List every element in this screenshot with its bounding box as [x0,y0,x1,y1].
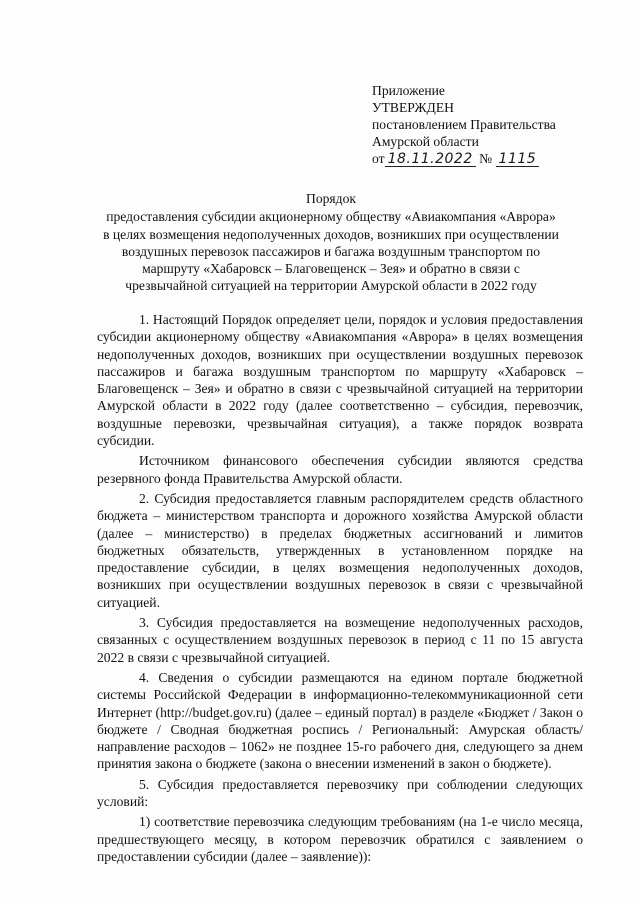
paragraph: 5. Субсидия предоставляется перевозчику при соблюдении следующих условий: [97,776,583,810]
title-line: предоставления субсидии акционерному обществу «Авиакомпания «Аврора» [106,209,556,225]
paragraph: Источником финансового обеспечения субсидии являются средства резервного фонда Правительства Амурской области. [97,453,583,486]
paragraph: 3. Субсидия предоставляется на возмещение недополученных расходов, связанных с осуществлением воздушных перевозок в период с 11 по 15 августа 2022 в связи с чрезвычайной ситуацией. [97,615,583,665]
approved-label: УТВЕРЖДЕН [372,100,454,115]
paragraph: 2. Субсидия предоставляется главным распорядителем средств областного бюджета – министерством транспорта и дорожного хозяйства Амурской области (далее – министерство) в пределах бюджетных ассигнований и лимитов бюджетных обязательств, утвержденных в установленном порядке на предоставление субсидии, в целях возмещения недополученных доходов, возникших при осуществлении воздушных перевозок в связи с чрезвычайной ситуацией. [97,490,583,610]
date-prefix: от [372,151,385,166]
number-prefix: № [479,151,493,166]
date-number-line [372,150,612,167]
title-line: маршруту «Хабаровск – Благовещенск – Зея» и обратно в связи с [142,261,520,277]
document-body [97,311,583,868]
title-line: в целях возмещения недополученных доходов, возникших при осуществлении [103,226,559,242]
title-line: воздушных перевозок пассажиров и багажа воздушным транспортом по [121,243,541,259]
approval-stamp-block [372,82,612,167]
paragraph: 1) соответствие перевозчика следующим требованиям (на 1-е число месяца, предшествующего месяцу, в котором перевозчик обратился с заявлением о предоставлении субсидии (далее – заявление)): [97,814,583,864]
handwritten-number: 1115 [498,151,537,167]
paragraph: 4. Сведения о субсидии размещаются на едином портале бюджетной системы Российской Федерации в информационно-телекоммуникационной сети Интернет (http://budget.gov.ru) (далее – единый портал) в разделе «Бюджет / Закон о бюджете / Сводная бюджетная роспись / Региональный: Амурская область/направление расходов – 1062» не позднее 15-го рабочего дня, следующего за днем принятия закона о бюджете (закона о внесении изменений в закон о бюджете). [97,669,583,772]
resolution-label: постановлением Правительства [372,117,556,132]
paragraph: 1. Настоящий Порядок определяет цели, порядок и условия предоставления субсидии акционерному обществу «Авиакомпания «Аврора» в целях возмещения недополученных доходов, возникших при осуществлении воздушных перевозок пассажиров и багажа воздушным транспортом по маршруту «Хабаровск – Благовещенск – Зея» и обратно в связи с чрезвычайной ситуацией на территории Амурской области в 2022 году (далее соответственно – субсидия, перевозчик, воздушные перевозки, чрезвычайная ситуация), а также порядок возврата субсидии. [97,312,583,449]
handwritten-date: 18.11.2022 [387,151,473,167]
document-title [96,190,566,295]
title-main: Порядок [306,191,356,206]
appendix-label: Приложение [372,83,445,98]
title-line: чрезвычайной ситуацией на территории Амурской области в 2022 году [125,278,537,294]
region-label: Амурской области [372,134,479,149]
